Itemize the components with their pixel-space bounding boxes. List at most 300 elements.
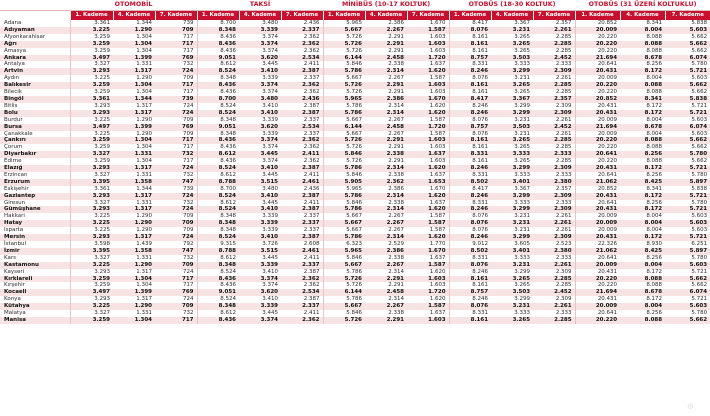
premium-value-cell: 3.231 — [514, 227, 531, 234]
premium-value-cell: 1.637 — [429, 310, 446, 317]
premium-value-cell: 8.678 — [620, 124, 665, 131]
premium-value-cell: 3.225 — [70, 117, 113, 124]
premium-value-cell: 1.317 — [136, 102, 152, 109]
premium-value-cell: 8.161 — [449, 276, 491, 283]
premium-value-cell: 2.285 — [533, 82, 575, 89]
table-row — [0, 27, 710, 34]
city-name-cell: Kırklareli — [0, 276, 70, 283]
city-header-blank — [0, 0, 70, 11]
table-row — [0, 137, 710, 144]
city-name-cell: Isparta — [4, 227, 24, 234]
premium-value-cell: 6.074 — [665, 289, 710, 296]
premium-value-cell: 5.786 — [323, 234, 365, 241]
premium-value-cell: 8.076 — [449, 220, 491, 227]
premium-value-cell: 8.172 — [620, 206, 665, 213]
group-taksi-header: TAKSİ — [197, 0, 323, 11]
city-name-cell: İstanbul — [4, 241, 27, 247]
premium-value-cell: 2.338 — [388, 254, 404, 261]
premium-value-cell: 2.267 — [388, 213, 404, 220]
table-body — [0, 20, 710, 324]
premium-value-cell: 3.410 — [239, 110, 281, 117]
table-row — [0, 131, 710, 138]
table-row — [0, 172, 710, 179]
premium-value-cell: 1.637 — [429, 199, 446, 206]
premium-value-cell: 2.387 — [303, 296, 320, 303]
premium-value-cell: 3.265 — [514, 144, 531, 151]
premium-value-cell: 3.620 — [239, 55, 281, 62]
premium-value-cell: 5.662 — [665, 276, 710, 283]
premium-value-cell: 5.780 — [665, 151, 710, 158]
premium-value-cell: 3.231 — [491, 303, 533, 310]
premium-value-cell: 8.172 — [646, 268, 663, 275]
premium-value-cell: 2.333 — [555, 171, 572, 178]
premium-value-cell: 1.603 — [429, 144, 446, 151]
premium-value-cell: 21.694 — [575, 289, 620, 296]
premium-value-cell: 5.726 — [323, 82, 365, 89]
premium-value-cell: 5.662 — [665, 317, 710, 324]
premium-value-cell: 3.374 — [239, 41, 281, 48]
premium-value-cell: 3.225 — [70, 227, 113, 234]
premium-value-cell: 3.395 — [70, 248, 113, 255]
premium-value-cell: 8.524 — [197, 165, 239, 172]
city-name-cell: Kars — [4, 254, 17, 261]
premium-value-cell: 5.662 — [691, 144, 708, 151]
city-name-cell: Elazığ — [0, 165, 70, 172]
premium-value-cell: 20.220 — [575, 34, 620, 41]
premium-value-cell: 2.436 — [281, 96, 323, 103]
premium-value-cell: 5.667 — [323, 75, 365, 82]
premium-value-cell: 2.267 — [388, 75, 404, 82]
premium-value-cell: 3.367 — [514, 185, 531, 192]
premium-value-cell: 2.461 — [281, 179, 323, 186]
premium-value-cell: 1.290 — [136, 75, 152, 82]
premium-value-cell: 3.503 — [491, 289, 533, 296]
premium-value-cell: 2.436 — [303, 185, 320, 192]
city-name-cell: Antalya — [4, 61, 25, 68]
premium-value-cell: 3.299 — [491, 165, 533, 172]
premium-value-cell: 3.293 — [70, 206, 113, 213]
premium-value-cell: 1.331 — [113, 151, 155, 158]
premium-value-cell: 2.362 — [281, 137, 323, 144]
premium-value-cell: 3.339 — [239, 27, 281, 34]
premium-value-cell: 20.431 — [575, 110, 620, 117]
premium-value-cell: 717 — [155, 82, 197, 89]
premium-value-cell: 717 — [183, 282, 194, 289]
table-row — [0, 234, 710, 241]
city-name-cell: Giresun — [4, 199, 26, 206]
premium-value-cell: 1.344 — [136, 20, 152, 26]
premium-value-cell: 2.309 — [533, 234, 575, 241]
premium-value-cell: 3.480 — [239, 96, 281, 103]
premium-value-cell: 3.259 — [70, 144, 113, 151]
premium-value-cell: 1.290 — [136, 227, 152, 234]
premium-value-cell: 769 — [155, 289, 197, 296]
premium-value-cell: 20.009 — [575, 27, 620, 34]
premium-value-cell: 1.587 — [407, 303, 449, 310]
premium-value-cell: 8.331 — [449, 61, 491, 68]
table-row — [0, 296, 710, 303]
premium-value-cell: 5.721 — [665, 206, 710, 213]
premium-value-cell: 3.410 — [239, 165, 281, 172]
premium-value-cell: 1.603 — [407, 41, 449, 48]
premium-value-cell: 3.327 — [70, 200, 113, 207]
premium-value-cell: 5.786 — [323, 296, 365, 303]
premium-value-cell: 3.361 — [70, 96, 113, 103]
premium-value-cell: 1.304 — [136, 33, 152, 40]
premium-value-cell: 8.088 — [620, 276, 665, 283]
premium-value-cell: 2.338 — [388, 171, 404, 178]
premium-value-cell: 8.331 — [449, 151, 491, 158]
premium-value-cell: 1.653 — [407, 179, 449, 186]
premium-value-cell: 3.374 — [262, 158, 278, 165]
table-row — [0, 186, 710, 193]
premium-value-cell: 724 — [155, 68, 197, 75]
premium-value-cell: 2.362 — [365, 179, 407, 186]
premium-value-cell: 8.700 — [197, 186, 239, 193]
city-name-cell: Malatya — [4, 310, 26, 317]
premium-value-cell: 5.721 — [665, 68, 710, 75]
premium-value-cell: 2.291 — [388, 33, 404, 40]
premium-value-cell: 3.327 — [70, 61, 113, 68]
premium-value-cell: 20.009 — [575, 227, 620, 234]
table-row — [0, 61, 710, 68]
premium-value-cell: 3.374 — [239, 137, 281, 144]
city-name-cell: Bolu — [0, 110, 70, 117]
premium-value-cell: 20.431 — [575, 193, 620, 200]
premium-value-cell: 2.411 — [303, 199, 320, 206]
premium-value-cell: 3.333 — [514, 310, 531, 317]
premium-value-cell: 1.304 — [113, 317, 155, 324]
premium-value-cell: 2.529 — [388, 241, 404, 247]
city-name-cell: Mersin — [0, 234, 70, 241]
premium-value-cell: 20.431 — [575, 103, 620, 110]
city-name-cell: Erzurum — [0, 179, 70, 186]
premium-value-cell: 5.846 — [323, 255, 365, 262]
premium-value-cell: 20.009 — [575, 213, 620, 220]
premium-value-cell: 5.838 — [691, 20, 708, 26]
table-row — [0, 310, 710, 317]
premium-value-cell: 1.670 — [407, 96, 449, 103]
premium-value-cell: 8.436 — [197, 276, 239, 283]
city-name-cell: Aydın — [4, 75, 20, 82]
premium-value-cell: 8.246 — [449, 206, 491, 213]
premium-value-cell: 3.401 — [491, 179, 533, 186]
table-row — [0, 89, 710, 96]
premium-value-cell: 1.603 — [407, 82, 449, 89]
premium-value-cell: 5.662 — [691, 33, 708, 40]
premium-value-cell: 2.386 — [388, 185, 404, 192]
premium-value-cell: 2.338 — [388, 61, 404, 68]
table-row — [0, 289, 710, 296]
premium-value-cell: 8.524 — [197, 234, 239, 241]
city-name-cell: Bursa — [0, 124, 70, 131]
premium-value-cell: 2.411 — [303, 171, 320, 178]
premium-value-cell: 792 — [183, 241, 194, 247]
premium-value-cell: 1.358 — [113, 179, 155, 186]
premium-value-cell: 5.662 — [691, 89, 708, 96]
premium-value-cell: 2.337 — [303, 130, 320, 137]
premium-value-cell: 1.620 — [407, 234, 449, 241]
premium-value-cell: 709 — [155, 27, 197, 34]
premium-value-cell: 5.721 — [691, 102, 708, 109]
premium-value-cell: 732 — [183, 171, 194, 178]
premium-value-cell: 5.897 — [665, 179, 710, 186]
table-row — [0, 200, 710, 207]
premium-value-cell: 20.009 — [575, 75, 620, 82]
premium-value-cell: 2.285 — [555, 47, 572, 54]
premium-value-cell: 2.333 — [533, 151, 575, 158]
city-name-cell: Manisa — [0, 317, 70, 324]
premium-value-cell: 8.161 — [449, 41, 491, 48]
sub-header-cell: 4. Kademe — [113, 11, 155, 21]
sub-header-cell: 7. Kademe — [533, 11, 575, 21]
premium-value-cell: 2.386 — [388, 20, 404, 26]
premium-value-cell: 2.285 — [533, 137, 575, 144]
premium-value-cell: 1.290 — [113, 262, 155, 269]
premium-value-cell: 1.290 — [113, 27, 155, 34]
city-name-cell: Eskişehir — [4, 185, 29, 192]
premium-value-cell: 717 — [155, 137, 197, 144]
premium-value-cell: 3.225 — [70, 303, 113, 310]
premium-value-cell: 5.780 — [691, 199, 708, 206]
premium-value-cell: 8.757 — [449, 289, 491, 296]
premium-value-cell: 3.265 — [514, 158, 531, 165]
premium-value-cell: 20.641 — [575, 255, 620, 262]
city-name-cell: Çankırı — [0, 137, 70, 144]
premium-value-cell: 1.603 — [429, 158, 446, 165]
premium-value-cell: 8.161 — [449, 34, 491, 41]
premium-value-cell: 3.265 — [514, 89, 531, 96]
premium-value-cell: 5.726 — [323, 158, 365, 165]
table-row — [0, 262, 710, 269]
premium-value-cell: 3.231 — [491, 27, 533, 34]
premium-value-cell: 3.293 — [70, 193, 113, 200]
premium-value-cell: 709 — [155, 303, 197, 310]
premium-value-cell: 8.341 — [646, 185, 663, 192]
premium-value-cell: 2.285 — [533, 317, 575, 324]
premium-value-cell: 8.331 — [449, 255, 491, 262]
premium-value-cell: 8.076 — [449, 27, 491, 34]
premium-value-cell: 8.076 — [449, 131, 491, 138]
premium-value-cell: 5.965 — [323, 96, 365, 103]
premium-value-cell: 5.662 — [691, 47, 708, 54]
premium-value-cell: 2.452 — [533, 55, 575, 62]
premium-value-cell: 2.309 — [555, 102, 572, 109]
premium-value-cell: 3.374 — [239, 276, 281, 283]
premium-value-cell: 2.267 — [365, 220, 407, 227]
premium-value-cell: 5.786 — [323, 206, 365, 213]
premium-value-cell: 3.293 — [70, 296, 113, 303]
premium-value-cell: 2.309 — [533, 110, 575, 117]
premium-value-cell: 20.431 — [575, 206, 620, 213]
premium-value-cell: 8.436 — [197, 82, 239, 89]
premium-value-cell: 709 — [183, 75, 194, 82]
premium-value-cell: 2.380 — [533, 179, 575, 186]
premium-value-cell: 3.503 — [491, 55, 533, 62]
premium-value-cell: 5.603 — [691, 75, 708, 82]
premium-value-cell: 1.620 — [407, 206, 449, 213]
premium-value-cell: 3.410 — [262, 102, 278, 109]
city-name-cell: Adıyaman — [0, 27, 70, 34]
premium-value-cell: 5.846 — [323, 172, 365, 179]
premium-value-cell: 8.524 — [197, 206, 239, 213]
table-row — [0, 248, 710, 255]
premium-value-cell: 3.339 — [262, 75, 278, 82]
premium-value-cell: 2.337 — [281, 262, 323, 269]
premium-value-cell: 8.436 — [197, 282, 239, 289]
premium-value-cell: 2.285 — [555, 158, 572, 165]
premium-value-cell: 5.897 — [665, 248, 710, 255]
premium-value-cell: 20.009 — [575, 131, 620, 138]
premium-value-cell: 5.667 — [323, 27, 365, 34]
premium-value-cell: 5.721 — [665, 165, 710, 172]
premium-value-cell: 1.317 — [136, 296, 152, 303]
premium-value-cell: 2.608 — [303, 241, 320, 247]
premium-value-cell: 2.261 — [533, 27, 575, 34]
premium-value-cell: 1.603 — [429, 89, 446, 96]
premium-value-cell: 2.362 — [281, 317, 323, 324]
premium-value-cell: 8.417 — [449, 186, 491, 193]
premium-value-cell: 6.323 — [323, 241, 365, 248]
sub-header-cell: 1. Kademe — [197, 11, 239, 21]
sub-header-cell: 1. Kademe — [575, 11, 620, 21]
premium-value-cell: 1.304 — [136, 158, 152, 165]
premium-value-cell: 5.603 — [691, 227, 708, 234]
premium-value-cell: 20.852 — [575, 20, 620, 27]
premium-value-cell: 8.172 — [620, 165, 665, 172]
premium-value-cell: 2.337 — [281, 303, 323, 310]
table-row — [0, 20, 710, 27]
premium-value-cell: 20.220 — [575, 158, 620, 165]
premium-value-cell: 3.339 — [262, 116, 278, 123]
table-row — [0, 269, 710, 276]
premium-value-cell: 20.431 — [575, 269, 620, 276]
group-header-row — [0, 0, 710, 11]
premium-value-cell: 2.337 — [303, 75, 320, 82]
premium-value-cell: 3.339 — [262, 213, 278, 220]
premium-value-cell: 1.317 — [113, 193, 155, 200]
premium-value-cell: 1.620 — [407, 68, 449, 75]
premium-value-cell: 2.267 — [365, 303, 407, 310]
table-header — [0, 0, 710, 20]
premium-value-cell: 8.788 — [197, 179, 239, 186]
city-name-cell: Gümüşhane — [0, 206, 70, 213]
premium-value-cell: 8.524 — [197, 269, 239, 276]
premium-value-cell: 2.337 — [303, 116, 320, 123]
premium-value-cell: 1.603 — [407, 317, 449, 324]
premium-value-cell: 724 — [155, 110, 197, 117]
premium-value-cell: 5.667 — [323, 303, 365, 310]
publisher-watermark: ⊕ — [686, 402, 694, 412]
premium-value-cell: 2.362 — [303, 89, 320, 96]
premium-value-cell: 8.088 — [646, 144, 663, 151]
premium-value-cell: 8.417 — [449, 20, 491, 27]
premium-value-cell: 5.667 — [323, 117, 365, 124]
premium-value-cell: 3.225 — [70, 262, 113, 269]
premium-value-cell: 2.411 — [303, 61, 320, 68]
group-otobus-18-30-header: OTOBÜS (18-30 KOLTUK) — [449, 0, 575, 11]
premium-value-cell: 8.004 — [646, 227, 663, 234]
premium-value-cell: 3.259 — [70, 41, 113, 48]
premium-value-cell: 5.726 — [323, 144, 365, 151]
premium-value-cell: 2.387 — [281, 234, 323, 241]
premium-value-cell: 2.387 — [303, 102, 320, 109]
premium-value-cell: 8.612 — [197, 172, 239, 179]
premium-value-cell: 1.670 — [429, 20, 446, 26]
city-name-cell: Kastamonu — [0, 262, 70, 269]
premium-value-cell: 1.331 — [136, 61, 152, 68]
premium-value-cell: 5.905 — [323, 179, 365, 186]
sub-header-cell: 1. Kademe — [70, 11, 113, 21]
premium-value-cell: 8.161 — [449, 137, 491, 144]
premium-value-cell: 8.076 — [449, 117, 491, 124]
premium-value-cell: 6.144 — [323, 55, 365, 62]
premium-value-cell: 5.780 — [691, 310, 708, 317]
premium-value-cell: 8.161 — [449, 82, 491, 89]
city-name-cell: Bitlis — [4, 102, 18, 109]
sub-header-row — [0, 11, 710, 21]
premium-value-cell: 8.161 — [449, 89, 491, 96]
sub-header-cell: 7. Kademe — [281, 11, 323, 21]
premium-value-cell: 3.259 — [70, 276, 113, 283]
premium-value-cell: 1.317 — [113, 234, 155, 241]
city-name-cell: Hakkari — [4, 213, 25, 220]
premium-value-cell: 1.620 — [407, 110, 449, 117]
premium-value-cell: 8.076 — [449, 303, 491, 310]
premium-value-cell: 8.004 — [646, 213, 663, 220]
premium-value-cell: 3.293 — [70, 269, 113, 276]
premium-value-cell: 5.965 — [323, 20, 365, 27]
premium-value-cell: 8.256 — [646, 61, 663, 68]
premium-value-cell: 8.161 — [449, 317, 491, 324]
premium-value-cell: 5.780 — [691, 254, 708, 261]
premium-value-cell: 6.074 — [665, 55, 710, 62]
premium-value-cell: 3.299 — [514, 102, 531, 109]
premium-value-cell: 709 — [183, 116, 194, 123]
table-row — [0, 103, 710, 110]
premium-value-cell: 8.004 — [620, 262, 665, 269]
premium-value-cell: 8.700 — [197, 96, 239, 103]
city-name-cell: Kütahya — [0, 303, 70, 310]
premium-value-cell: 3.299 — [491, 193, 533, 200]
premium-value-cell: 2.267 — [388, 130, 404, 137]
premium-value-cell: 3.515 — [239, 248, 281, 255]
premium-value-cell: 2.285 — [533, 41, 575, 48]
premium-value-cell: 2.309 — [533, 68, 575, 75]
city-name-cell: Burdur — [4, 116, 23, 123]
table-row — [0, 48, 710, 55]
premium-value-cell: 769 — [155, 55, 197, 62]
premium-value-cell: 3.480 — [262, 20, 278, 26]
premium-value-cell: 732 — [183, 199, 194, 206]
premium-value-cell: 2.261 — [555, 75, 572, 82]
premium-value-cell: 5.965 — [323, 186, 365, 193]
premium-value-cell: 5.603 — [665, 27, 710, 34]
premium-value-cell: 769 — [155, 124, 197, 131]
premium-value-cell: 2.362 — [281, 41, 323, 48]
premium-value-cell: 3.293 — [70, 103, 113, 110]
table-row — [0, 124, 710, 131]
premium-value-cell: 8.348 — [197, 220, 239, 227]
premium-value-cell: 5.662 — [665, 82, 710, 89]
premium-value-cell: 2.314 — [365, 193, 407, 200]
premium-value-cell: 1.670 — [429, 185, 446, 192]
premium-value-cell: 9.315 — [197, 241, 239, 248]
premium-value-cell: 1.637 — [407, 151, 449, 158]
premium-value-cell: 732 — [183, 61, 194, 68]
city-name-cell: İzmir — [0, 248, 70, 255]
premium-value-cell: 2.285 — [555, 144, 572, 151]
